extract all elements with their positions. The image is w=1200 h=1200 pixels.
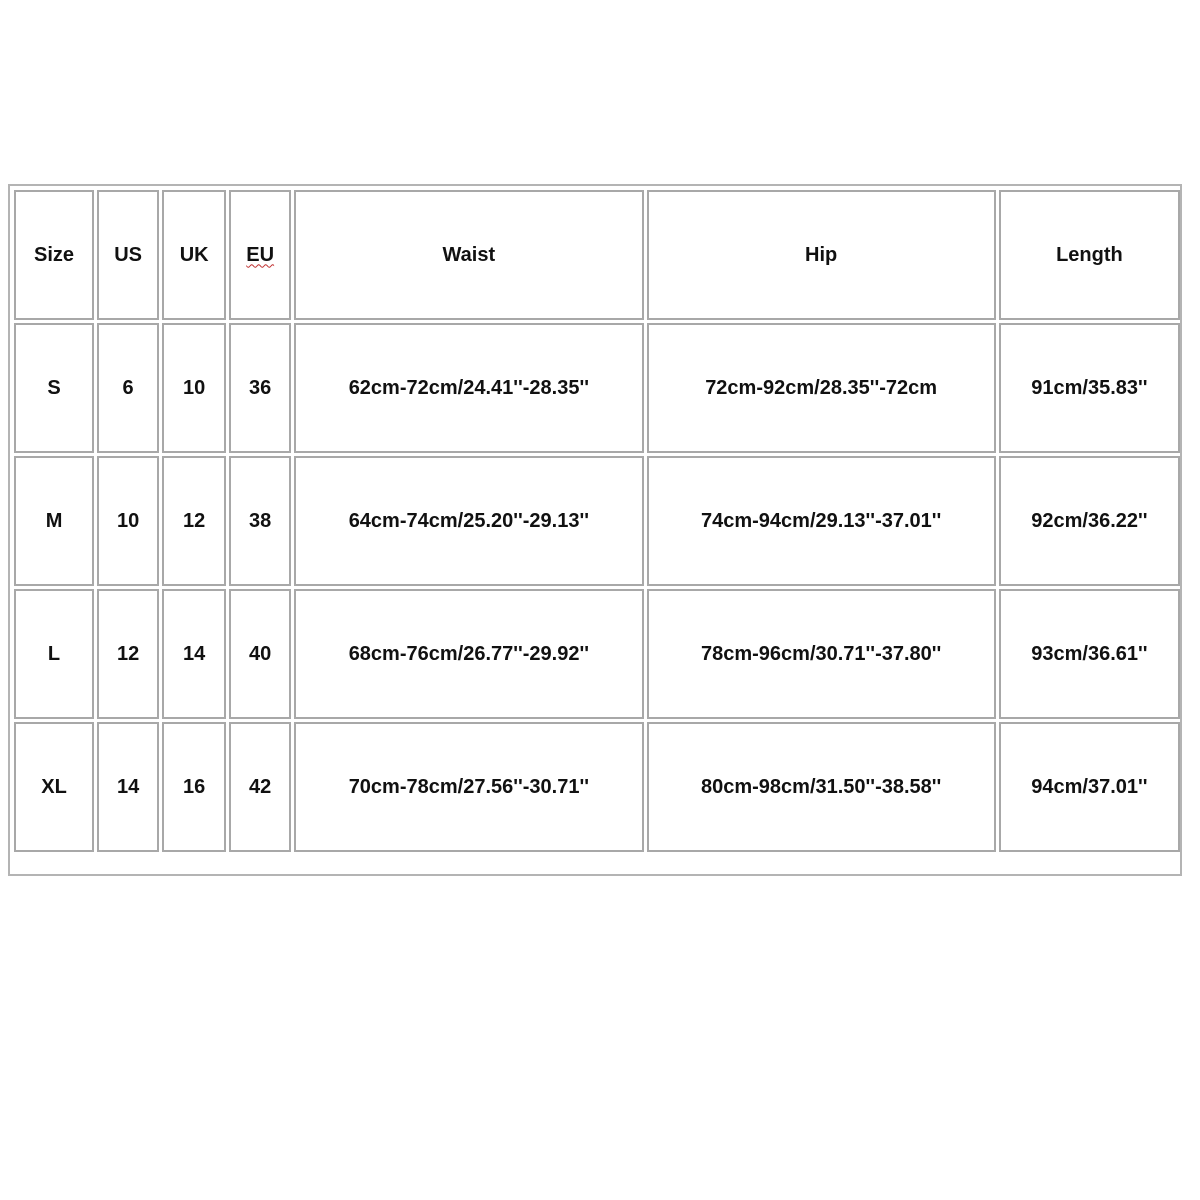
- header-row: [14, 190, 1180, 320]
- cell-eu: 38: [229, 456, 291, 586]
- cell-uk: 16: [162, 722, 226, 852]
- cell-hip: 80cm-98cm/31.50''-38.58'': [647, 722, 996, 852]
- cell-length: 93cm/36.61'': [999, 589, 1180, 719]
- header-waist: Waist: [294, 190, 643, 320]
- cell-eu: 36: [229, 323, 291, 453]
- cell-length: 92cm/36.22'': [999, 456, 1180, 586]
- cell-hip: 74cm-94cm/29.13''-37.01'': [647, 456, 996, 586]
- cell-waist: 70cm-78cm/27.56''-30.71'': [294, 722, 643, 852]
- cell-hip: 78cm-96cm/30.71''-37.80'': [647, 589, 996, 719]
- header-eu-label: EU: [246, 243, 275, 266]
- cell-waist: 64cm-74cm/25.20''-29.13'': [294, 456, 643, 586]
- cell-eu: 42: [229, 722, 291, 852]
- table-row: [14, 456, 1180, 586]
- cell-waist: 62cm-72cm/24.41''-28.35'': [294, 323, 643, 453]
- cell-length: 94cm/37.01'': [999, 722, 1180, 852]
- cell-hip: 72cm-92cm/28.35''-72cm: [647, 323, 996, 453]
- cell-size: L: [14, 589, 94, 719]
- cell-size: S: [14, 323, 94, 453]
- cell-size: M: [14, 456, 94, 586]
- cell-uk: 14: [162, 589, 226, 719]
- header-hip: Hip: [647, 190, 996, 320]
- table-row: [14, 722, 1180, 852]
- table-row: [14, 323, 1180, 453]
- cell-eu: 40: [229, 589, 291, 719]
- table-row: [14, 589, 1180, 719]
- header-size: Size: [14, 190, 94, 320]
- cell-uk: 10: [162, 323, 226, 453]
- cell-us: 6: [97, 323, 159, 453]
- cell-waist: 68cm-76cm/26.77''-29.92'': [294, 589, 643, 719]
- cell-us: 12: [97, 589, 159, 719]
- cell-us: 14: [97, 722, 159, 852]
- cell-length: 91cm/35.83'': [999, 323, 1180, 453]
- cell-size: XL: [14, 722, 94, 852]
- cell-uk: 12: [162, 456, 226, 586]
- header-length: Length: [999, 190, 1180, 320]
- header-us: US: [97, 190, 159, 320]
- size-chart: [8, 184, 1182, 876]
- cell-us: 10: [97, 456, 159, 586]
- header-eu: [229, 190, 291, 320]
- header-uk: UK: [162, 190, 226, 320]
- size-table: [11, 187, 1183, 855]
